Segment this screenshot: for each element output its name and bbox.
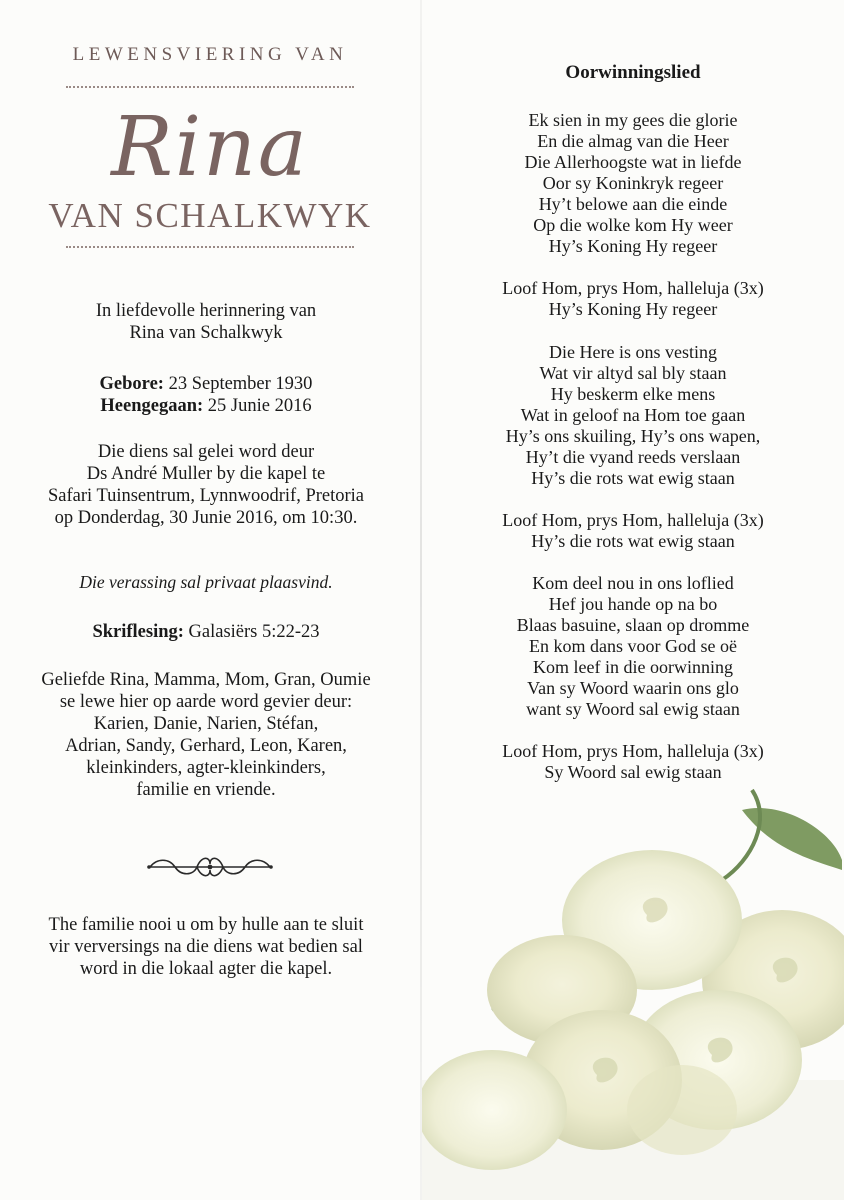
lyric-line: Hef jou hande op na bo [548,594,718,614]
survivors-line: kleinkinders, agter-kleinkinders, [86,758,326,778]
invitation-line: word in die lokaal agter die kapel. [79,959,333,979]
memory-block [0,300,412,344]
lyric-line: Ek sien in my gees die glorie [528,110,738,130]
lyric-line: Op die wolke kom Hy weer [533,215,733,235]
service-block [0,441,412,529]
reading-value: Galasiërs 5:22-23 [183,622,320,642]
lyric-line: want sy Woord sal ewig staan [526,699,740,719]
left-panel [0,0,420,1200]
lyric-line: Hy’s die rots wat ewig staan [531,468,735,488]
cremation-note: Die verassing sal privaat plaasvind. [79,572,333,592]
song-verse [422,342,844,489]
invitation-block [0,914,412,980]
flourish-ornament-icon [145,852,275,882]
memory-line: Rina van Schalkwyk [129,323,283,343]
lyric-line: Hy’s ons skuiling, Hy’s ons wapen, [505,426,761,446]
song-verse [422,110,844,257]
lyric-line: Sy Woord sal ewig staan [544,762,722,782]
lyric-line: En kom dans voor God se oë [529,636,737,656]
lyric-line: Wat vir altyd sal bly staan [539,363,727,383]
celebration-heading: LEWENSVIERING VAN [72,44,348,65]
invitation-line: The familie nooi u om by hulle aan te sluit [48,915,364,935]
song-chorus [422,741,844,783]
lyric-line: Loof Hom, prys Hom, halleluja (3x) [502,278,764,298]
lyric-line: Loof Hom, prys Hom, halleluja (3x) [502,741,764,761]
lyric-line: Hy’t die vyand reeds verslaan [525,447,741,467]
died-value: 25 Junie 2016 [203,396,312,416]
lyric-line: En die almag van die Heer [537,131,729,151]
lyric-line: Oor sy Koninkryk regeer [542,173,724,193]
survivors-block [0,669,412,801]
survivors-line: Geliefde Rina, Mamma, Mom, Gran, Oumie [41,670,371,690]
surname-heading: VAN SCHALKWYK [48,196,372,235]
service-line: op Donderdag, 30 Junie 2016, om 10:30. [54,508,358,528]
survivors-line: Karien, Danie, Narien, Stéfan, [93,714,319,734]
service-line: Die diens sal gelei word deur [97,442,315,462]
dotted-divider-bottom [66,246,354,248]
lyric-line: Van sy Woord waarin ons glo [527,678,739,698]
dates-block [0,373,412,417]
survivors-line: Adrian, Sandy, Gerhard, Leon, Karen, [65,736,347,756]
right-panel [422,0,844,1200]
reading-label: Skriflesing: [92,622,184,642]
died-line [0,395,412,417]
lyric-line: Loof Hom, prys Hom, halleluja (3x) [502,510,764,530]
song-chorus [422,278,844,320]
invitation-line: vir verversings na die diens wat bedien sal [49,937,363,957]
lyric-line: Hy’t belowe aan die einde [538,194,728,214]
lyric-line: Die Here is ons vesting [549,342,717,362]
born-line [0,373,412,395]
dotted-divider-top [66,86,354,88]
scripture-reading [0,621,412,643]
lyric-line: Blaas basuine, slaan op dromme [516,615,750,635]
memory-line: In liefdevolle herinnering van [95,301,317,321]
first-name-script: Rina [111,100,309,195]
lyric-line: Die Allerhoogste wat in liefde [524,152,742,172]
lyric-line: Hy’s Koning Hy regeer [548,299,718,319]
song-title: Oorwinningslied [565,62,701,83]
survivors-line: familie en vriende. [136,780,276,800]
lyric-line: Hy’s Koning Hy regeer [548,236,718,256]
song-chorus [422,510,844,552]
survivors-line: se lewe hier op aarde word gevier deur: [59,692,353,712]
lyric-line: Hy beskerm elke mens [550,384,716,404]
lyric-line: Hy’s die rots wat ewig staan [531,531,735,551]
lyric-line: Wat in geloof na Hom toe gaan [520,405,746,425]
born-value: 23 September 1930 [163,374,313,394]
song-verse [422,573,844,720]
lyric-line: Kom leef in die oorwinning [533,657,733,677]
died-label: Heengegaan: [100,396,204,416]
service-line: Safari Tuinsentrum, Lynnwoodrif, Pretoria [47,486,365,506]
born-label: Gebore: [99,374,164,394]
service-line: Ds André Muller by die kapel te [86,464,326,484]
lyric-line: Kom deel nou in ons loflied [532,573,734,593]
